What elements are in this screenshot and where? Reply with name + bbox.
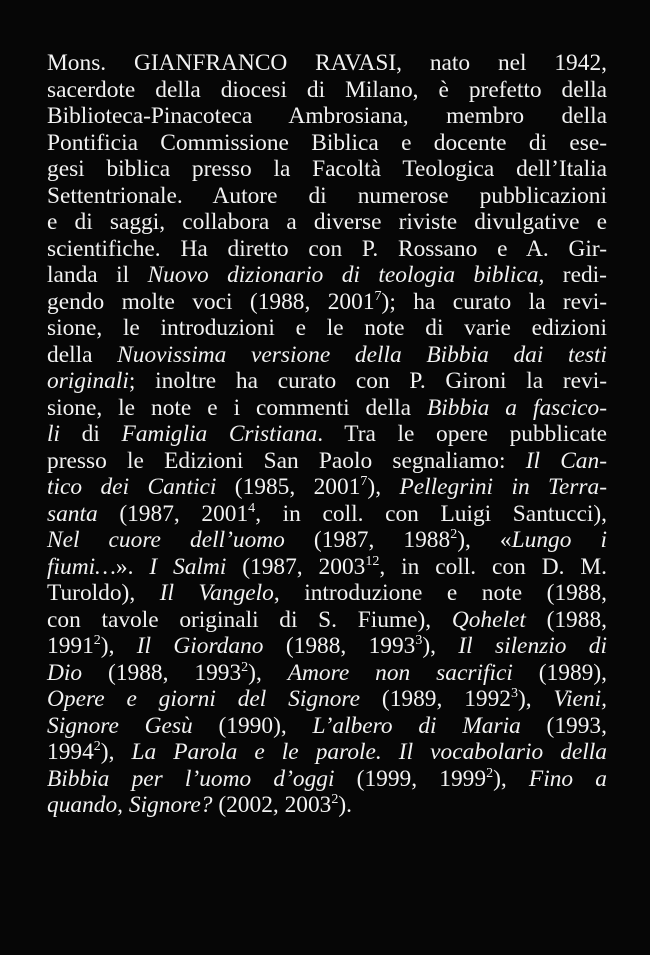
bio-text: ), <box>248 659 288 686</box>
bio-text: ». <box>115 553 150 580</box>
bio-text: (1989), <box>512 659 607 686</box>
bio-line <box>47 209 607 236</box>
bio-text: (1988, 1993 <box>82 659 242 686</box>
book-title: Famiglia Cristiana <box>121 421 318 447</box>
bio-text: 1991 <box>47 633 94 659</box>
bio-line <box>47 474 607 501</box>
bio-text: ), <box>100 739 132 765</box>
bio-text: gesi biblica presso la Facoltà Teologica dell’Italia <box>47 156 607 182</box>
edition-superscript: 2 <box>450 526 458 543</box>
bio-line <box>47 77 607 104</box>
book-title: Lungo i <box>511 527 607 553</box>
bio-line <box>47 50 607 77</box>
bio-text: (1989, 1992 <box>360 686 511 712</box>
bio-line <box>47 368 607 395</box>
bio-line <box>47 766 607 793</box>
edition-superscript: 2 <box>486 764 494 781</box>
bio-line <box>47 633 607 660</box>
bio-text: ), <box>367 474 400 500</box>
book-title: fiumi… <box>47 553 116 580</box>
bio-line <box>47 130 607 157</box>
bio-text: (1988, 1993 <box>263 633 416 659</box>
book-title: quando, Signore? <box>47 792 213 818</box>
book-title: tico dei Cantici <box>47 474 217 500</box>
book-title: Pellegrini in Terra- <box>399 474 607 500</box>
book-title: Il Can- <box>525 447 607 474</box>
bio-text: sione, le introduzioni e le note di varie edizioni <box>47 315 607 341</box>
bio-text: ), <box>518 686 554 712</box>
book-title: Qohelet <box>451 606 526 633</box>
edition-superscript: 7 <box>360 473 368 490</box>
bio-line <box>47 315 607 342</box>
bio-text: ), <box>493 765 529 792</box>
book-title: Fino a <box>528 765 607 792</box>
bio-line <box>47 660 607 687</box>
bio-text: (1993, <box>520 712 607 739</box>
edition-superscript: 2 <box>93 738 101 755</box>
bio-text: ), <box>100 633 137 659</box>
edition-superscript: 12 <box>365 552 380 569</box>
bio-line <box>47 792 607 819</box>
author-biography <box>47 50 607 819</box>
book-title: Opere e giorni del Signore <box>47 686 361 712</box>
bio-text: , redi- <box>538 262 607 288</box>
book-title: Bibbia per l’uomo d’oggi <box>47 765 335 792</box>
bio-text: (1988, <box>525 606 607 633</box>
bio-text: ), <box>422 633 459 659</box>
bio-text: , in coll. con D. M. <box>379 553 608 580</box>
bio-text: (1987, 1988 <box>284 527 451 553</box>
bio-line <box>47 289 607 316</box>
bio-text: gendo molte voci (1988, 2001 <box>47 288 375 315</box>
bio-line <box>47 554 607 581</box>
bio-text: sacerdote della diocesi di Milano, è prefetto della <box>47 76 607 103</box>
bio-line <box>47 580 607 607</box>
edition-superscript: 4 <box>248 499 256 516</box>
bio-text: (1990), <box>192 712 313 739</box>
book-title: Amore non sacrifici <box>287 659 513 686</box>
bio-text: e di saggi, collabora a diverse riviste divulgative e <box>47 209 607 235</box>
bio-text: Biblioteca-Pinacoteca Ambrosiana, membro della <box>47 103 607 129</box>
edition-superscript: 2 <box>241 658 249 675</box>
bio-line <box>47 607 607 634</box>
book-title: Vieni, <box>553 686 607 712</box>
book-title: originali <box>47 368 129 394</box>
bio-line <box>47 262 607 289</box>
bio-text: (1987, 2001 <box>97 500 249 527</box>
book-title: li <box>47 421 60 447</box>
bio-text: , in coll. con Luigi Santucci), <box>255 500 607 527</box>
bio-line <box>47 342 607 369</box>
bio-text: (1999, 1999 <box>334 765 487 792</box>
bio-line <box>47 183 607 210</box>
bio-line <box>47 448 607 475</box>
bio-line <box>47 236 607 263</box>
book-title: Nuovissima versione della Bibbia dai testi <box>117 341 608 368</box>
bio-line <box>47 395 607 422</box>
bio-line <box>47 686 607 713</box>
book-title: Il Giordano <box>136 633 264 659</box>
bio-text: con tavole originali di S. Fiume), <box>47 606 452 633</box>
bio-text: (1987, 2003 <box>226 553 366 580</box>
book-title: Dio <box>47 659 83 686</box>
bio-text: . Tra le opere pubblicate <box>317 421 608 447</box>
bio-text: Settentrionale. Autore di numerose pubblicazioni <box>47 182 607 209</box>
bio-text: Turoldo), <box>47 580 160 606</box>
bio-text: ); ha curato la revi- <box>381 288 608 315</box>
bio-line <box>47 103 607 130</box>
bio-text: Mons. GIANFRANCO RAVASI, nato nel 1942, <box>47 50 607 76</box>
book-title: Il silenzio di <box>458 633 607 659</box>
edition-superscript: 3 <box>510 685 518 702</box>
bio-text: di <box>60 421 122 447</box>
bio-line <box>47 713 607 740</box>
bio-text: ; inoltre ha curato con P. Gironi la revi- <box>128 368 607 394</box>
book-title: I Salmi <box>149 553 227 580</box>
book-title: Bibbia a fascico- <box>426 394 607 421</box>
book-title: Il Vangelo <box>159 580 274 606</box>
bio-text: ). <box>338 792 353 818</box>
edition-superscript: 2 <box>93 632 101 649</box>
bio-text: (1985, 2001 <box>216 474 361 500</box>
bio-text: sione, le note e i commenti della <box>47 394 427 421</box>
bio-line <box>47 527 607 554</box>
bio-line <box>47 156 607 183</box>
bio-text: 1994 <box>47 739 94 765</box>
book-title: Nuovo dizionario di teologia biblica <box>147 262 539 288</box>
bio-text: della <box>47 341 118 368</box>
bio-text: (2002, 2003 <box>212 792 332 818</box>
book-title: santa <box>47 500 98 527</box>
book-title: Nel cuore dell’uomo <box>47 527 285 553</box>
edition-superscript: 7 <box>374 287 382 304</box>
bio-text: , introduzione e note (1988, <box>273 580 607 606</box>
edition-superscript: 2 <box>331 791 339 808</box>
book-title: La Parola e le parole. Il vocabolario della <box>131 739 607 765</box>
bio-line <box>47 501 607 528</box>
edition-superscript: 3 <box>415 632 423 649</box>
book-title: L’albero di Maria <box>312 712 521 739</box>
bio-text: Pontificia Commissione Biblica e docente di ese- <box>47 129 607 156</box>
bio-text: scientifiche. Ha diretto con P. Rossano e A. Gir- <box>47 235 607 262</box>
book-title: Signore Gesù <box>47 712 193 739</box>
bio-line <box>47 421 607 448</box>
bio-text: ), « <box>457 527 512 553</box>
bio-line <box>47 739 607 766</box>
bio-text: landa il <box>47 262 148 288</box>
bio-text: presso le Edizioni San Paolo segnaliamo: <box>47 447 526 474</box>
